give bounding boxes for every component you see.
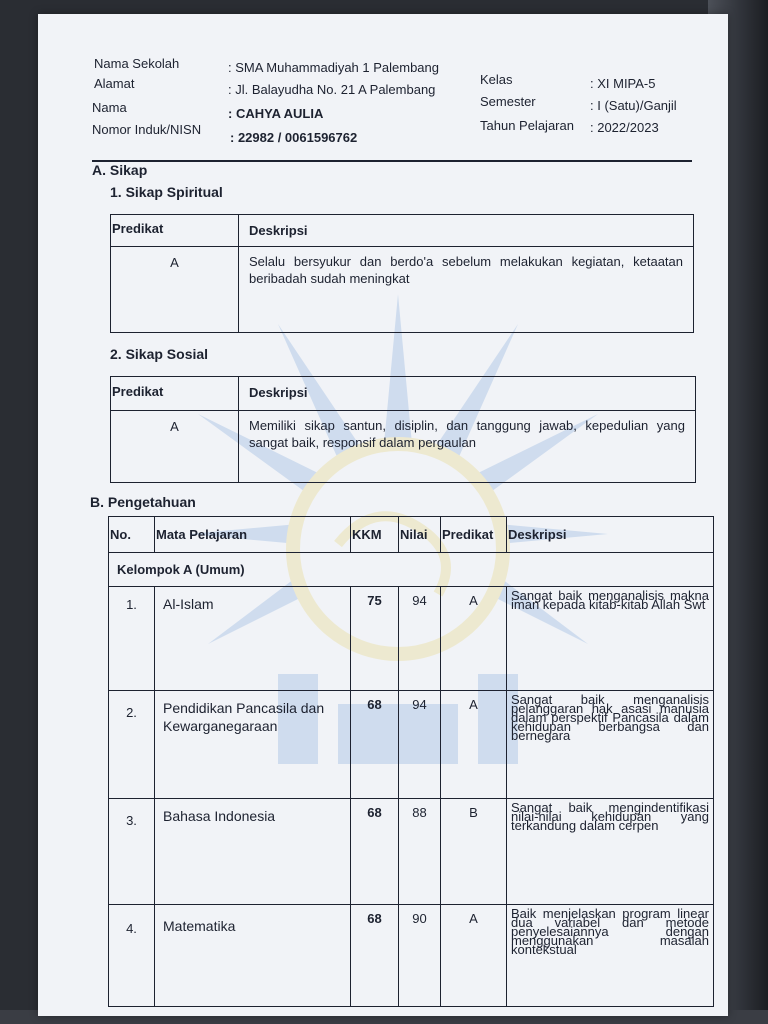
predikat-value: A xyxy=(111,411,239,483)
section-title-sikap: A. Sikap xyxy=(92,162,148,178)
header-deskripsi: Deskripsi xyxy=(239,377,696,411)
value-kelas: : XI MIPA-5 xyxy=(590,76,656,91)
header-predikat: Predikat xyxy=(111,215,239,247)
row-mata-pelajaran: Al-Islam xyxy=(155,587,351,691)
row-no: 2. xyxy=(109,691,155,799)
value-tahun-pelajaran: : 2022/2023 xyxy=(590,120,659,135)
table-row xyxy=(109,905,714,1007)
row-nilai: 94 xyxy=(399,587,441,691)
value-nama: : CAHYA AULIA xyxy=(228,106,324,121)
row-deskripsi: Sangat baik menganalisis pelanggaran hak asasi manusia dalam perspektif Pancasila dalam kehidupan berbangsa dan bernegara xyxy=(507,691,714,799)
header-predikat: Predikat xyxy=(441,517,507,553)
row-no: 4. xyxy=(109,905,155,1007)
row-kkm: 68 xyxy=(351,691,399,799)
section-title-sikap-sosial: 2. Sikap Sosial xyxy=(110,346,209,362)
row-mata-pelajaran: Matematika xyxy=(155,905,351,1007)
row-mata-pelajaran: Bahasa Indonesia xyxy=(155,799,351,905)
row-nilai: 90 xyxy=(399,905,441,1007)
label-alamat: Alamat xyxy=(94,76,135,91)
row-predikat: A xyxy=(441,905,507,1007)
row-nilai: 88 xyxy=(399,799,441,905)
section-title-pengetahuan: B. Pengetahuan xyxy=(90,494,196,510)
label-nisn: Nomor Induk/NISN xyxy=(92,122,202,137)
header-deskripsi: Deskripsi xyxy=(507,517,714,553)
section-title-sikap-spiritual: 1. Sikap Spiritual xyxy=(110,184,223,200)
sikap-spiritual-table xyxy=(110,214,694,333)
value-semester: : I (Satu)/Ganjil xyxy=(590,98,677,113)
value-alamat: : Jl. Balayudha No. 21 A Palembang xyxy=(228,82,436,97)
header-deskripsi: Deskripsi xyxy=(239,215,694,247)
header-nilai: Nilai xyxy=(399,517,441,553)
label-nama: Nama xyxy=(92,100,127,115)
row-deskripsi: Baik menjelaskan program linear dua variabel dan metode penyelesaiannya dengan menggunakan masalah kontekstual xyxy=(507,905,714,1007)
header-predikat: Predikat xyxy=(111,377,239,411)
value-nisn: : 22982 / 0061596762 xyxy=(230,130,358,145)
group-row-kelompok-a: Kelompok A (Umum) xyxy=(109,553,714,587)
label-kelas: Kelas xyxy=(480,72,513,87)
row-nilai: 94 xyxy=(399,691,441,799)
label-semester: Semester xyxy=(480,94,536,109)
label-nama-sekolah: Nama Sekolah xyxy=(94,56,180,71)
header-divider xyxy=(92,160,692,162)
row-predikat: A xyxy=(441,691,507,799)
label-tahun-pelajaran: Tahun Pelajaran xyxy=(480,118,574,133)
table-row xyxy=(109,587,714,691)
row-predikat: B xyxy=(441,799,507,905)
row-kkm: 68 xyxy=(351,905,399,1007)
sikap-sosial-table xyxy=(110,376,696,483)
header-no: No. xyxy=(109,517,155,553)
value-nama-sekolah: : SMA Muhammadiyah 1 Palembang xyxy=(228,60,439,75)
predikat-value: A xyxy=(111,247,239,333)
row-kkm: 75 xyxy=(351,587,399,691)
table-row xyxy=(109,691,714,799)
report-card-page xyxy=(38,14,728,1016)
row-deskripsi: Sangat baik menganalisis makna iman kepada kitab-kitab Allah Swt xyxy=(507,587,714,691)
row-deskripsi: Sangat baik mengindentifikasi nilai-nilai kehidupan yang terkandung dalam cerpen xyxy=(507,799,714,905)
header-kkm: KKM xyxy=(351,517,399,553)
row-predikat: A xyxy=(441,587,507,691)
deskripsi-value: Memiliki sikap santun, disiplin, dan tanggung jawab, kepedulian yang sangat baik, responsif dalam pergaulan xyxy=(239,411,696,483)
row-no: 1. xyxy=(109,587,155,691)
row-mata-pelajaran: Pendidikan Pancasila dan Kewarganegaraan xyxy=(155,691,351,799)
deskripsi-value: Selalu bersyukur dan berdo'a sebelum melakukan kegiatan, ketaatan beribadah sudah meningkat xyxy=(239,247,694,333)
header-mata-pelajaran: Mata Pelajaran xyxy=(155,517,351,553)
row-no: 3. xyxy=(109,799,155,905)
row-kkm: 68 xyxy=(351,799,399,905)
pengetahuan-table xyxy=(108,516,714,1007)
table-row xyxy=(109,799,714,905)
